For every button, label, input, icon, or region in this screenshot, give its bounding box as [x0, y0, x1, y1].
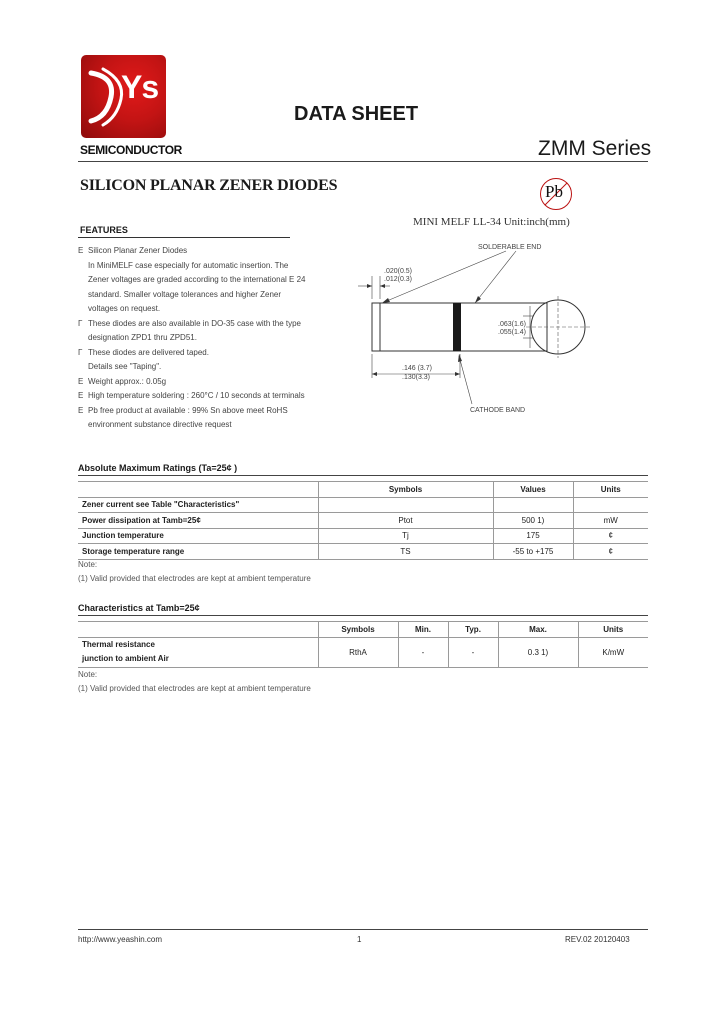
pb-free-label: Pb [545, 182, 563, 201]
features-title: FEATURES [80, 225, 128, 235]
features-underline [78, 237, 290, 238]
table-cell: - [398, 637, 448, 667]
table-cell [318, 497, 493, 513]
table-header [78, 482, 318, 498]
table-header: Units [578, 622, 648, 638]
feature-line: environment substance directive request [88, 420, 232, 429]
feature-line: Silicon Planar Zener Diodes [88, 246, 188, 255]
feature-bullet: E [78, 246, 84, 255]
series-name: ZMM Series [538, 137, 652, 160]
table-header: Values [493, 482, 573, 498]
doc-title: DATA SHEET [294, 103, 419, 125]
dim-right-1: .063(1.6) [498, 321, 527, 328]
table-cell: 500 1) [493, 513, 573, 529]
table-header: Typ. [448, 622, 498, 638]
feature-bullet: E [78, 405, 84, 415]
table-cell: ¢ [573, 544, 648, 560]
cathode-band-mark [453, 303, 461, 351]
table-cell: 0.3 1) [498, 637, 578, 667]
revision-label: REV.02 20120403 [565, 935, 630, 944]
dim-right-2: .055(1.4) [498, 329, 527, 336]
table-header [78, 622, 318, 638]
feature-line: voltages on request. [88, 304, 161, 313]
feature-line: standard. Smaller voltage tolerances and higher Zener [88, 289, 281, 299]
dim-bottom-1: .146 (3.7) [402, 365, 432, 372]
feature-line: designation ZPD1 thru ZPD51. [88, 333, 197, 342]
footer-url[interactable]: http://www.yeashin.com [78, 935, 163, 944]
feature-line: Weight approx.: 0.05g [88, 376, 167, 386]
table-header: Units [573, 482, 648, 498]
table-cell: 175 [493, 528, 573, 544]
logo-letters: Ys [121, 69, 159, 105]
feature-bullet: Γ [78, 318, 83, 328]
feature-bullet: E [78, 376, 84, 386]
abs-max-note-text: (1) Valid provided that electrodes are kept at ambient temperature [78, 574, 311, 583]
table-header: Max. [498, 622, 578, 638]
feature-item [78, 389, 338, 404]
table-cell: Tj [318, 528, 493, 544]
table-cell: Power dissipation at Tamb=25¢ [78, 513, 318, 529]
table-row [78, 513, 648, 529]
row-label-line-2: junction to ambient Air [82, 654, 169, 663]
table-header: Symbols [318, 482, 493, 498]
feature-line: These diodes are delivered taped. [88, 347, 209, 357]
abs-max-title: Absolute Maximum Ratings (Ta=25¢ ) [78, 463, 238, 473]
table-cell: ¢ [573, 528, 648, 544]
table-cell [573, 497, 648, 513]
table-cell: RthA [318, 637, 398, 667]
table-row [78, 544, 648, 560]
table-cell: TS [318, 544, 493, 560]
table-cell: Zener current see Table "Characteristics" [78, 497, 318, 513]
solderable-end-label: SOLDERABLE END [478, 244, 542, 251]
header-divider [78, 161, 648, 162]
dim-top-1: .020(0.5) [384, 268, 413, 275]
row-label-line-1: Thermal resistance [82, 640, 155, 649]
table-cell: K/mW [578, 637, 648, 667]
feature-item [78, 346, 338, 375]
feature-item [78, 317, 338, 346]
table-row [78, 497, 648, 513]
feature-item [78, 375, 338, 390]
page-heading: SILICON PLANAR ZENER DIODES [80, 177, 338, 194]
feature-line: In MiniMELF case especially for automatic insertion. The [88, 260, 289, 270]
table-cell: Junction temperature [78, 528, 318, 544]
abs-max-rule [78, 475, 648, 476]
table-cell [493, 497, 573, 513]
feature-item [78, 404, 338, 433]
company-logo [81, 55, 166, 138]
feature-line: Details see "Taping". [88, 362, 162, 371]
abs-max-table [78, 481, 648, 560]
table-row [78, 528, 648, 544]
characteristics-note-text: (1) Valid provided that electrodes are kept at ambient temperature [78, 684, 311, 693]
abs-max-note-label: Note: [78, 560, 98, 569]
dim-top-2: .012(0.3) [384, 276, 413, 283]
logo-subtitle: SEMICONDUCTOR [80, 143, 182, 157]
table-header: Min. [398, 622, 448, 638]
feature-item [78, 244, 338, 317]
package-caption: MINI MELF LL-34 Unit:inch(mm) [413, 216, 570, 228]
feature-bullet: E [78, 391, 84, 400]
feature-line: Pb free product at available : 99% Sn above meet RoHS [88, 405, 288, 415]
feature-bullet: Γ [78, 347, 83, 357]
table-cell [78, 637, 318, 667]
table-cell: - [448, 637, 498, 667]
dim-bottom-2: .130(3.3) [402, 374, 431, 381]
characteristics-title: Characteristics at Tamb=25¢ [78, 603, 200, 613]
feature-line: These diodes are also available in DO-35 case with the type [88, 318, 302, 328]
table-cell: mW [573, 513, 648, 529]
feature-line: High temperature soldering : 260°C / 10 seconds at terminals [88, 391, 305, 400]
package-diagram [350, 236, 600, 421]
table-header-row [78, 622, 648, 638]
table-cell: Ptot [318, 513, 493, 529]
characteristics-rule [78, 615, 648, 616]
table-header: Symbols [318, 622, 398, 638]
footer-divider [78, 929, 648, 930]
features-list [78, 244, 338, 433]
cathode-band-label: CATHODE BAND [470, 407, 526, 414]
table-cell: Storage temperature range [78, 544, 318, 560]
characteristics-table [78, 621, 648, 668]
page-number: 1 [357, 935, 362, 944]
characteristics-note-label: Note: [78, 670, 98, 679]
feature-line: Zener voltages are graded according to the international E 24 [88, 275, 306, 284]
table-row [78, 637, 648, 667]
table-header-row [78, 482, 648, 498]
table-cell: -55 to +175 [493, 544, 573, 560]
